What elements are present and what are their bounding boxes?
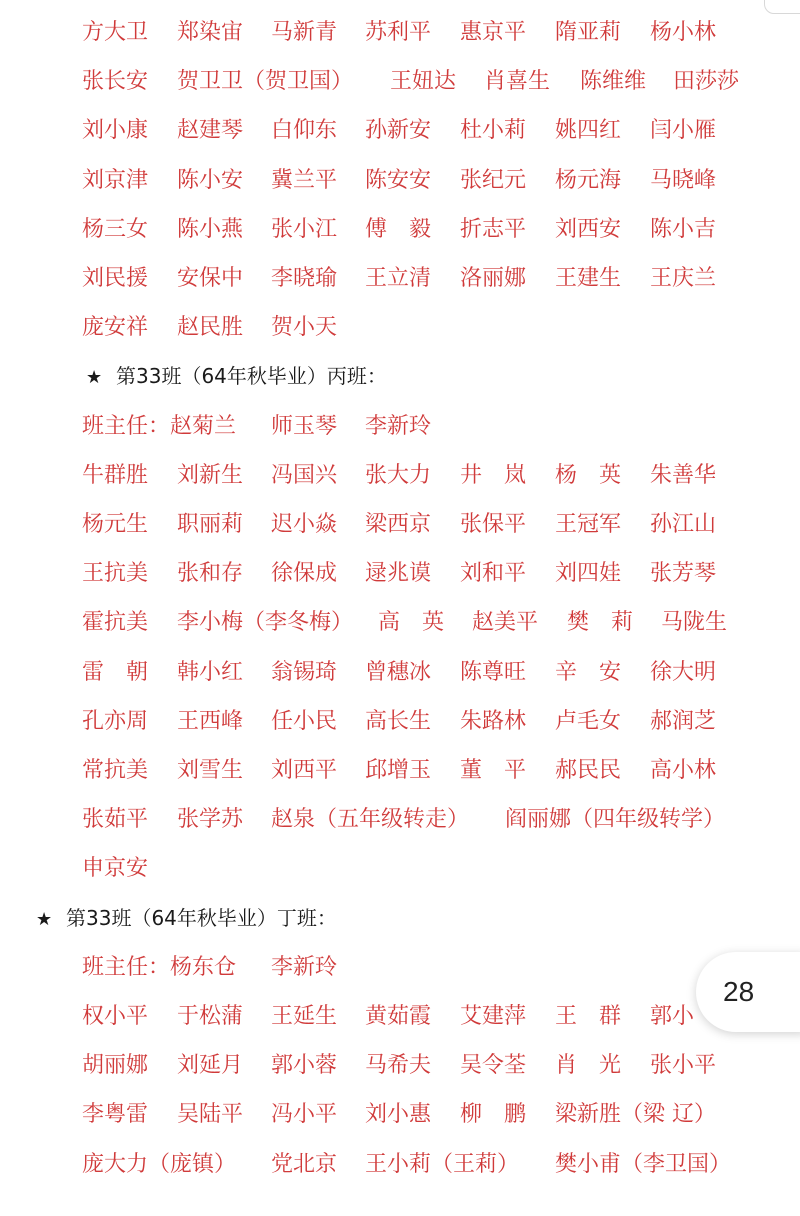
student-name: 田莎莎 xyxy=(673,69,740,95)
name-row xyxy=(0,205,800,254)
name-row xyxy=(0,106,800,155)
student-name: 曾穗冰 xyxy=(365,659,432,685)
student-name: 杨小林 xyxy=(650,20,717,45)
student-name: 李新玲 xyxy=(365,413,432,439)
student-name: 马陇生 xyxy=(661,610,728,636)
student-name: 樊小甫（李卫国） xyxy=(555,1151,732,1177)
student-name: 杜小莉 xyxy=(460,118,527,144)
name-row xyxy=(0,451,800,500)
student-name: 阎丽娜（四年级转学） xyxy=(505,807,726,833)
student-name: 陈小燕 xyxy=(177,216,244,242)
student-name: 刘雪生 xyxy=(177,758,244,783)
student-name: 牛群胜 xyxy=(82,462,149,488)
student-name: 安保中 xyxy=(177,266,244,291)
student-name: 卢毛女 xyxy=(555,708,622,734)
student-name: 李小梅（李冬梅） xyxy=(177,610,354,636)
student-name: 张小江 xyxy=(271,216,338,242)
student-name: 庞安祥 xyxy=(82,315,149,341)
student-name: 冯小平 xyxy=(271,1102,338,1128)
student-name: 梁新胜（梁 辽） xyxy=(555,1102,716,1128)
student-name: 辛 安 xyxy=(555,659,622,685)
name-row xyxy=(0,549,800,598)
student-name: 冀兰平 xyxy=(271,167,338,193)
student-name: 陈小安 xyxy=(177,167,244,193)
student-name: 刘西安 xyxy=(555,216,622,242)
student-name: 张小平 xyxy=(650,1053,717,1079)
student-name: 郭小 xyxy=(650,1004,695,1029)
student-name: 刘小惠 xyxy=(365,1102,432,1128)
name-row xyxy=(0,254,800,303)
student-name: 职丽莉 xyxy=(177,512,244,537)
student-name: 贺卫卫（贺卫国） xyxy=(177,69,354,95)
name-row xyxy=(0,746,800,795)
student-name: 王延生 xyxy=(271,1004,338,1029)
student-name: 师玉琴 xyxy=(271,413,338,439)
student-name: 王冠军 xyxy=(555,512,622,537)
student-name: 洛丽娜 xyxy=(460,266,527,291)
student-name: 刘民援 xyxy=(82,266,149,291)
student-name: 张芳琴 xyxy=(650,561,717,587)
name-row xyxy=(0,795,800,844)
student-name: 傅 毅 xyxy=(365,216,432,242)
student-name: 姚四红 xyxy=(555,118,622,144)
student-name: 朱善华 xyxy=(650,462,717,488)
student-name: 肖 光 xyxy=(555,1053,622,1079)
name-row xyxy=(0,156,800,205)
student-name: 艾建萍 xyxy=(460,1004,527,1029)
student-name: 王建生 xyxy=(555,266,622,291)
student-name: 申京安 xyxy=(82,856,149,882)
student-name: 刘和平 xyxy=(460,561,527,587)
student-name: 杨元海 xyxy=(555,167,622,193)
name-row xyxy=(0,648,800,697)
student-name: 王立清 xyxy=(365,266,432,291)
student-name: 陈安安 xyxy=(365,167,432,193)
class-section-heading xyxy=(86,352,387,401)
corner-tab xyxy=(764,0,800,14)
student-name: 霍抗美 xyxy=(82,610,149,636)
student-name: 胡丽娜 xyxy=(82,1053,149,1079)
student-name: 孔亦周 xyxy=(82,708,149,734)
student-name: 梁西京 xyxy=(365,512,432,537)
student-name: 徐大明 xyxy=(650,659,717,685)
page-number: 28 xyxy=(723,976,755,1007)
student-name: 杨元生 xyxy=(82,512,149,537)
student-name: 柳 鹏 xyxy=(460,1102,527,1128)
student-name: 李粤雷 xyxy=(82,1102,149,1128)
student-name: 刘京津 xyxy=(82,167,149,193)
student-name: 张茹平 xyxy=(82,807,149,833)
student-name: 张纪元 xyxy=(460,167,527,193)
student-name: 任小民 xyxy=(271,708,338,734)
student-name: 王妞达 xyxy=(390,69,457,95)
student-name: 苏利平 xyxy=(365,20,432,45)
name-row xyxy=(0,57,800,106)
student-name: 孙新安 xyxy=(365,118,432,144)
name-row xyxy=(0,1090,800,1139)
name-row xyxy=(0,844,800,893)
student-name: 班主任：杨东仓 xyxy=(82,954,237,980)
student-name: 于松蒲 xyxy=(177,1004,244,1029)
student-name: 樊 莉 xyxy=(567,610,634,636)
student-name: 孙江山 xyxy=(650,512,717,537)
student-name: 王 群 xyxy=(555,1004,622,1029)
student-name: 方大卫 xyxy=(82,20,149,45)
student-name: 刘延月 xyxy=(177,1053,244,1079)
student-name: 马希夫 xyxy=(365,1053,432,1079)
student-name: 刘四娃 xyxy=(555,561,622,587)
student-name: 王小莉（王莉） xyxy=(365,1151,520,1177)
student-name: 翁锡琦 xyxy=(271,659,338,685)
student-name: 陈维维 xyxy=(580,69,647,95)
heading-text: 第33班（64年秋毕业）丁班： xyxy=(66,905,337,930)
name-row xyxy=(0,598,800,647)
student-name: 高长生 xyxy=(365,708,432,734)
name-row xyxy=(0,8,800,57)
student-name: 高小林 xyxy=(650,758,717,783)
student-name: 黄茹霞 xyxy=(365,1004,432,1029)
student-name: 赵民胜 xyxy=(177,315,244,341)
student-name: 折志平 xyxy=(460,216,527,242)
star-icon: ★ xyxy=(86,367,103,389)
student-name: 吴陆平 xyxy=(177,1102,244,1128)
student-name: 党北京 xyxy=(271,1151,338,1177)
student-name: 刘新生 xyxy=(177,462,244,488)
name-row xyxy=(0,943,800,992)
student-name: 赵美平 xyxy=(472,610,539,636)
student-name: 王抗美 xyxy=(82,561,149,587)
student-name: 郝民民 xyxy=(555,758,622,783)
student-name: 张大力 xyxy=(365,462,432,488)
student-name: 郭小蓉 xyxy=(271,1053,338,1079)
student-name: 冯国兴 xyxy=(271,462,338,488)
student-name: 赵建琴 xyxy=(177,118,244,144)
student-name: 肖喜生 xyxy=(484,69,551,95)
student-name: 逯兆谟 xyxy=(365,561,432,587)
student-name: 李晓瑜 xyxy=(271,266,338,291)
student-name: 杨 英 xyxy=(555,462,622,488)
student-name: 徐保成 xyxy=(271,561,338,587)
student-name: 朱路林 xyxy=(460,708,527,734)
student-name: 郑染宙 xyxy=(177,20,244,45)
student-name: 杨三女 xyxy=(82,216,149,242)
name-row xyxy=(0,992,800,1041)
student-name: 雷 朝 xyxy=(82,659,149,685)
student-name: 惠京平 xyxy=(460,20,527,45)
heading-text: 第33班（64年秋毕业）丙班： xyxy=(116,364,387,389)
student-name: 张长安 xyxy=(82,69,149,95)
name-row xyxy=(0,402,800,451)
student-name: 王西峰 xyxy=(177,708,244,734)
student-name: 王庆兰 xyxy=(650,266,717,291)
student-name: 高 英 xyxy=(378,610,445,636)
student-name: 刘小康 xyxy=(82,118,149,144)
class-section-heading xyxy=(36,894,337,943)
student-name: 迟小焱 xyxy=(271,512,338,537)
name-row xyxy=(0,303,800,352)
student-name: 常抗美 xyxy=(82,758,149,783)
student-name: 韩小红 xyxy=(177,659,244,685)
student-name: 陈小吉 xyxy=(650,216,717,242)
student-name: 张学苏 xyxy=(177,807,244,833)
student-name: 权小平 xyxy=(82,1004,149,1029)
star-icon: ★ xyxy=(36,908,53,930)
name-row xyxy=(0,1041,800,1090)
student-name: 马晓峰 xyxy=(650,167,717,193)
student-name: 邱增玉 xyxy=(365,758,432,783)
student-name: 郝润芝 xyxy=(650,708,717,734)
student-name: 庞大力（庞镇） xyxy=(82,1151,237,1177)
student-name: 班主任：赵菊兰 xyxy=(82,413,237,439)
student-name: 闫小雁 xyxy=(650,118,717,144)
student-name: 白仰东 xyxy=(271,118,338,144)
student-name: 赵泉（五年级转走） xyxy=(271,807,470,833)
student-name: 隋亚莉 xyxy=(555,20,622,45)
student-name: 张保平 xyxy=(460,512,527,537)
student-name: 井 岚 xyxy=(460,462,527,488)
student-name: 马新青 xyxy=(271,20,338,45)
name-row xyxy=(0,697,800,746)
name-row xyxy=(0,1140,800,1189)
student-name: 吴令荃 xyxy=(460,1053,527,1079)
student-name: 贺小天 xyxy=(271,315,338,341)
page-number-badge xyxy=(696,952,800,1032)
student-name: 张和存 xyxy=(177,561,244,587)
name-row xyxy=(0,500,800,549)
student-name: 李新玲 xyxy=(271,954,338,980)
student-name: 董 平 xyxy=(460,758,527,783)
student-name: 陈尊旺 xyxy=(460,659,527,685)
student-name: 刘西平 xyxy=(271,758,338,783)
